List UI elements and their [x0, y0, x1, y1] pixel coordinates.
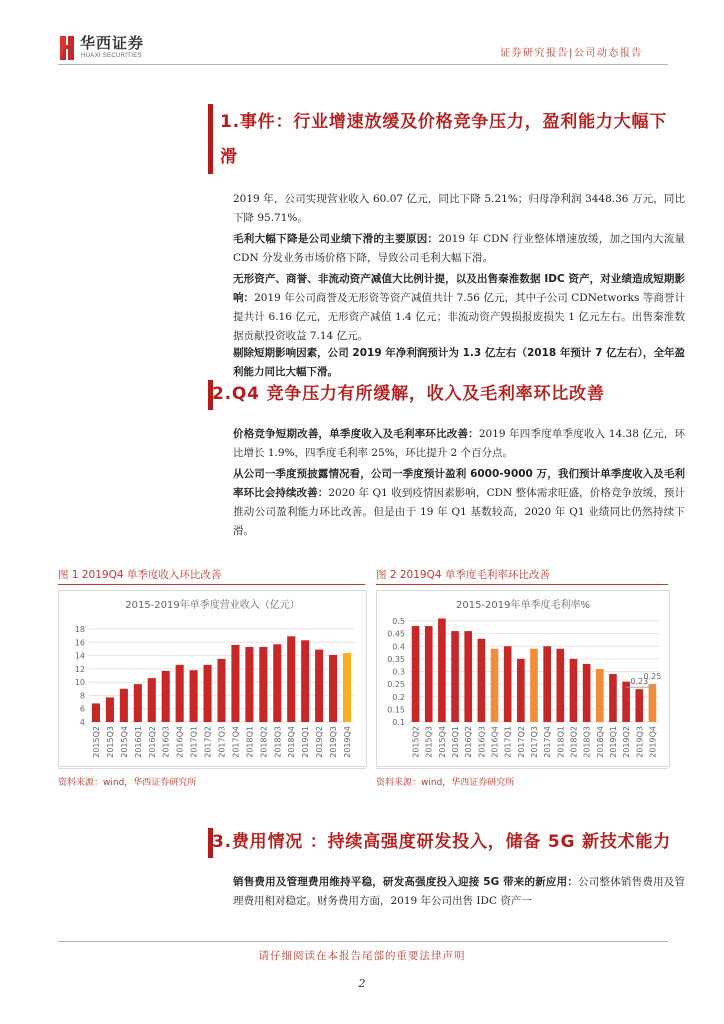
x-tick-label: 2017Q4 [543, 726, 553, 758]
section1-title-line1: 1.事件：行业增速放缓及价格竞争压力，盈利能力大幅下 [220, 112, 668, 132]
bar-2019Q2 [315, 650, 323, 722]
bar-2016Q2 [464, 631, 472, 722]
x-tick-label: 2015Q4 [437, 726, 447, 758]
x-tick-label: 2018Q1 [245, 726, 255, 758]
figure2-source: 资料来源：wind，华西证券研究所 [376, 778, 515, 788]
x-tick-label: 2016Q3 [161, 726, 171, 758]
x-tick-label: 2017Q1 [189, 726, 199, 758]
x-tick-label: 2018Q2 [569, 726, 579, 758]
figure2-caption-rule [376, 584, 668, 585]
x-tick-label: 2019Q1 [301, 726, 311, 758]
x-tick-label: 2019Q1 [608, 726, 618, 758]
bar-2016Q3 [478, 639, 486, 722]
x-tick-label: 2016Q4 [175, 726, 185, 758]
bar-2018Q2 [570, 659, 578, 722]
bar-2015Q3 [106, 697, 114, 722]
bar-2018Q4 [287, 636, 295, 722]
x-tick-label: 2016Q1 [451, 726, 461, 758]
bar-2019Q3 [329, 655, 337, 722]
x-tick-label: 2017Q4 [231, 726, 241, 758]
footer-divider [58, 941, 668, 942]
bar-2015Q4 [120, 689, 128, 722]
logo-name-cn: 华西证券 [80, 34, 145, 52]
bar-2018Q3 [583, 664, 591, 722]
y-tick-label: 10 [74, 678, 85, 688]
x-tick-label: 2019Q2 [315, 726, 325, 758]
figure1-source: 资料来源：wind，华西证券研究所 [58, 778, 197, 788]
bar-2017Q3 [217, 659, 225, 722]
bar-2018Q3 [273, 644, 281, 722]
x-tick-label: 2015Q3 [424, 726, 434, 758]
bar-2016Q1 [134, 684, 142, 722]
section2-p1-bold: 价格竞争短期改善，单季度收入及毛利率环比改善： [233, 428, 479, 440]
section2-p1-text: 2019 年四季度单季度收入 14.38 亿元，环比增长 1.9%，四季度毛利率 25%，环比提升 2 个百分点。 [233, 428, 685, 459]
y-tick-label: 0.1 [392, 718, 405, 727]
bar-2017Q4 [543, 646, 551, 722]
figure2-chart [376, 590, 670, 767]
x-tick-label: 2019Q4 [648, 726, 658, 758]
bar-2018Q4 [596, 669, 604, 722]
data-label: 0.25 [643, 672, 662, 682]
chart-title: 2015-2019年单季度营业收入（亿元） [125, 600, 300, 611]
section2-p2-bold: 从公司一季度预披露情况看，公司一季度预计盈利 6000-9000 万，我们预计单季度收入及毛利率环比会持续改善： [233, 468, 685, 499]
y-tick-label: 4 [79, 718, 85, 727]
bar-2015Q2 [412, 626, 420, 722]
bar-2018Q1 [557, 649, 565, 722]
x-tick-label: 2017Q2 [516, 726, 526, 758]
figure2-source-rule [376, 768, 668, 769]
section3-p1-text: 公司整体销售费用及管理费用相对稳定。财务费用方面，2019 年公司出售 IDC 资产一 [233, 876, 686, 907]
x-tick-label: 2016Q3 [477, 726, 487, 758]
section3-title: 3.费用情况 ：持续高强度研发投入，储备 5G 新技术能力 [212, 832, 672, 852]
page-number: 2 [358, 977, 366, 990]
bar-2015Q3 [425, 626, 433, 722]
data-label: 0.23 [630, 677, 649, 687]
bar-2017Q3 [530, 649, 538, 722]
bar-2019Q1 [301, 640, 309, 722]
x-tick-label: 2015Q2 [91, 726, 101, 758]
x-tick-label: 2015Q4 [119, 726, 129, 758]
bar-2019Q4 [649, 684, 657, 722]
bar-2017Q2 [204, 665, 212, 722]
x-tick-label: 2019Q2 [622, 726, 632, 758]
x-tick-label: 2018Q3 [582, 726, 592, 758]
y-tick-label: 16 [74, 638, 85, 648]
y-tick-label: 18 [74, 625, 85, 634]
section1-p3-text: 2019 年公司商誉及无形资等资产减值共计 7.56 亿元，其中子公司 CDNetworks 等商誉计提共计 6.16 亿元，无形资产减值 1.4 亿元；非流动资产毁损报废损失 1 亿元左右。出售秦淮数据贡献投资收益 7.14 亿元。 [233, 292, 685, 342]
figure2-caption: 图 2 2019Q4 单季度毛利率环比改善 [376, 569, 550, 581]
section3-paragraph-1 [233, 873, 685, 911]
section1-p4-bold: 剔除短期影响因素，公司 2019 年净利润预计为 1.3 亿左右（2018 年预计 7 亿左右），全年盈利能力同比大幅下滑。 [233, 347, 685, 378]
y-tick-label: 0.25 [387, 680, 405, 690]
x-tick-label: 2016Q2 [147, 726, 157, 758]
header-report-type: 证券研究报告|公司动态报告 [500, 48, 643, 59]
section1-title [220, 103, 690, 176]
figure1-source-rule [58, 768, 365, 769]
bar-2017Q1 [504, 646, 512, 722]
x-tick-label: 2015Q3 [105, 726, 115, 758]
x-tick-label: 2017Q2 [203, 726, 213, 758]
bar-2019Q2 [622, 682, 630, 722]
section1-paragraph-2 [233, 230, 685, 268]
bar-2019Q4 [343, 653, 351, 722]
figure1-chart [58, 590, 367, 767]
logo [58, 34, 76, 62]
section1-paragraph-3 [233, 270, 685, 346]
section1-paragraph-1 [233, 190, 685, 228]
header-divider [58, 64, 668, 65]
section1-p2-bold: 毛利大幅下降是公司业绩下滑的主要原因： [233, 233, 439, 245]
footer-legal-note: 请仔细阅读在本报告尾部的重要法律声明 [258, 950, 466, 962]
x-tick-label: 2018Q2 [259, 726, 269, 758]
section3-p1-bold: 销售费用及管理费用维持平稳，研发高强度投入迎接 5G 带来的新应用： [233, 876, 579, 888]
x-tick-label: 2016Q2 [464, 726, 474, 758]
x-tick-label: 2018Q4 [287, 726, 297, 758]
section2-paragraph-1 [233, 425, 685, 463]
x-tick-label: 2017Q3 [530, 726, 539, 758]
y-tick-label: 0.5 [392, 617, 405, 626]
x-tick-label: 2018Q3 [273, 726, 283, 758]
bar-2016Q3 [162, 671, 170, 722]
y-tick-label: 8 [79, 691, 85, 701]
figure1-caption-rule [58, 584, 365, 585]
gross-margin-bar-chart [377, 591, 669, 766]
bar-2016Q4 [491, 649, 499, 722]
y-tick-label: 0.4 [392, 642, 405, 652]
x-tick-label: 2019Q3 [329, 726, 339, 758]
bar-2017Q1 [190, 670, 198, 722]
section1-p3-bold: 无形资产、商誉、非流动资产减值大比例计提，以及出售秦淮数据 IDC 资产，对业绩造成短期影响： [233, 273, 685, 304]
x-tick-label: 2019Q3 [635, 726, 645, 758]
bar-2018Q1 [245, 647, 253, 722]
logo-mark-icon [58, 34, 76, 62]
x-tick-label: 2019Q4 [343, 726, 353, 758]
section1-title-line2: 滑 [220, 147, 238, 167]
bar-2015Q2 [92, 703, 100, 722]
bar-2016Q2 [148, 678, 156, 722]
y-tick-label: 6 [79, 704, 85, 714]
y-tick-label: 0.45 [387, 629, 405, 639]
chart-title: 2015-2019年单季度毛利率% [455, 600, 591, 611]
section1-p1-text: 2019 年，公司实现营业收入 60.07 亿元，同比下降 5.21%；归母净利润 3448.36 万元，同比下降 95.71%。 [233, 193, 685, 224]
x-tick-label: 2018Q4 [595, 726, 605, 758]
bar-2015Q4 [438, 618, 446, 722]
bar-2016Q4 [176, 665, 184, 722]
x-tick-label: 2018Q1 [556, 726, 566, 758]
bar-2019Q3 [635, 689, 643, 722]
bar-2017Q2 [517, 659, 525, 722]
x-tick-label: 2017Q3 [217, 726, 227, 758]
bar-2019Q1 [609, 674, 617, 722]
y-tick-label: 0.35 [387, 654, 405, 664]
section2-title: 2.Q4 竞争压力有所缓解，收入及毛利率环比改善 [212, 384, 605, 404]
figure1-caption: 图 1 2019Q4 单季度收入环比改善 [58, 569, 222, 581]
section2-p2-text: 2020 年 Q1 收到疫情因素影响，CDN 整体需求旺盛，价格竞争放缓，预计推动公司盈利能力环比改善。但是由于 19 年 Q1 基数较高，2020 年 Q1 业绩同比仍然持续下滑。 [233, 487, 686, 537]
revenue-bar-chart [59, 591, 366, 766]
x-tick-label: 2017Q1 [503, 726, 513, 758]
section2-paragraph-2 [233, 465, 685, 541]
y-tick-label: 0.2 [392, 692, 405, 702]
logo-name-en: HUAXI SECURITIES [81, 53, 142, 59]
x-tick-label: 2015Q2 [411, 726, 421, 758]
y-tick-label: 0.15 [387, 705, 405, 715]
section1-bar [208, 104, 213, 174]
x-tick-label: 2016Q1 [133, 726, 143, 758]
y-tick-label: 12 [74, 664, 85, 674]
section1-p2-text: 2019 年 CDN 行业整体增速放缓，加之国内大流量 CDN 分发业务市场价格下降，导致公司毛利大幅下滑。 [233, 233, 685, 264]
y-tick-label: 0.3 [392, 667, 405, 677]
bar-2017Q4 [231, 645, 239, 722]
bar-2018Q2 [259, 647, 267, 722]
y-tick-label: 14 [74, 651, 85, 661]
x-tick-label: 2016Q4 [490, 726, 500, 758]
bar-2016Q1 [451, 631, 459, 722]
